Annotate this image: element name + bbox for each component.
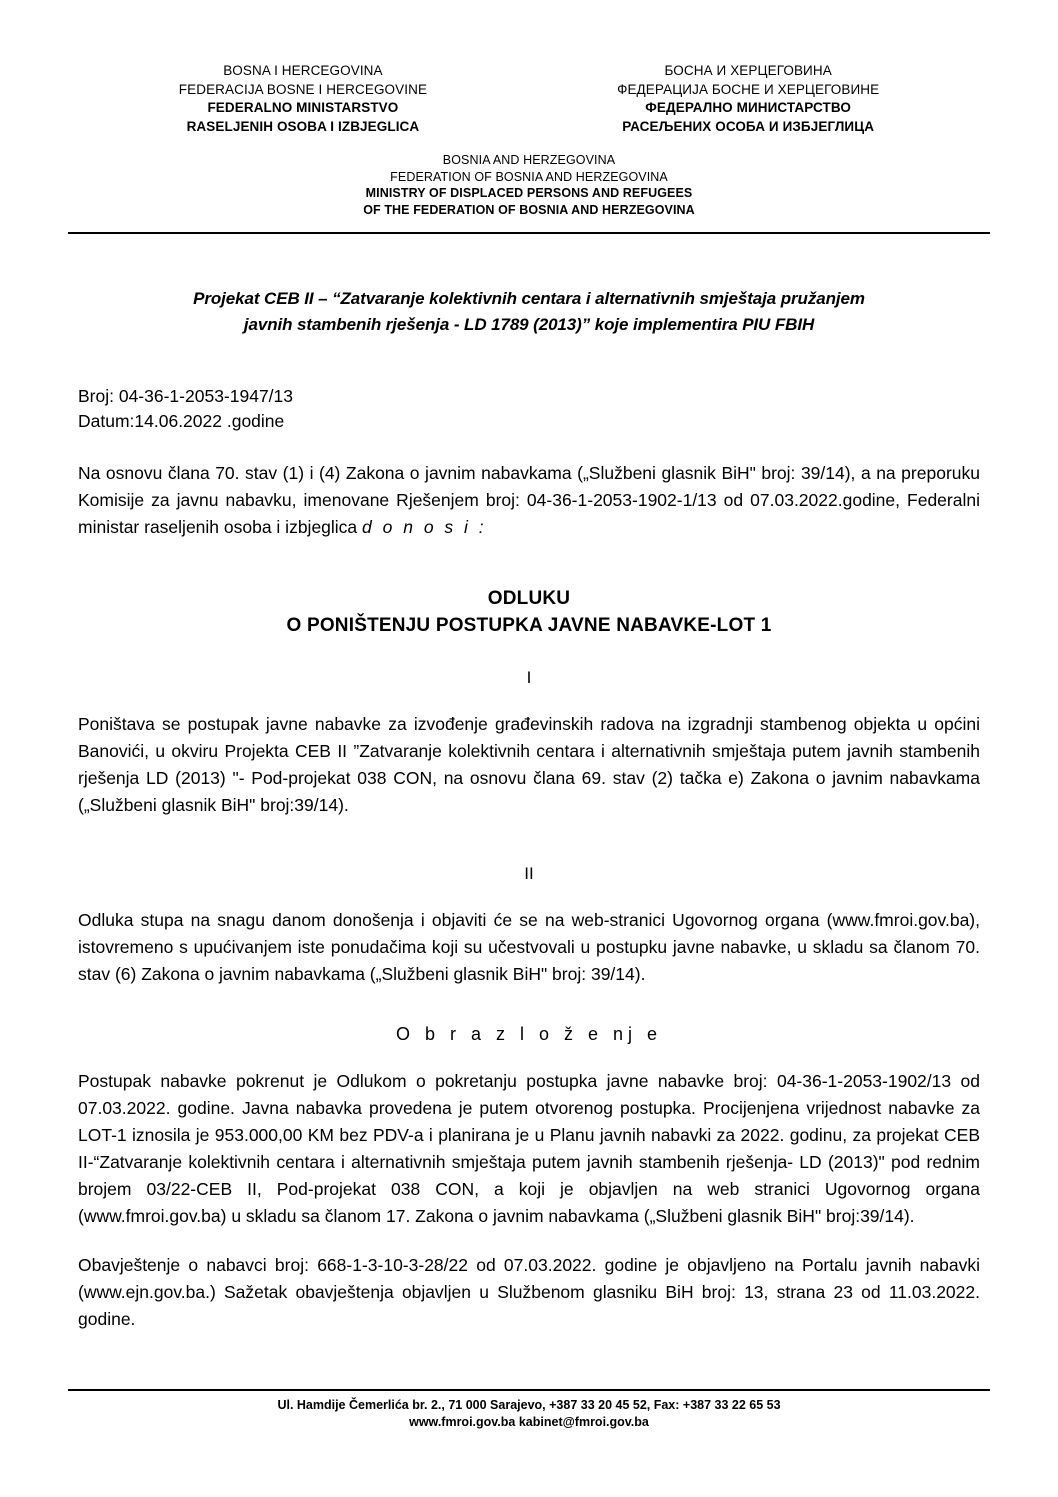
footer-web-email-line: www.fmroi.gov.ba kabinet@fmroi.gov.ba xyxy=(409,1415,649,1429)
legal-basis-paragraph xyxy=(78,460,980,541)
decision-subject: O PONIŠTENJU POSTUPKA JAVNE NABAVKE-LOT 1 xyxy=(286,615,772,636)
decision-word: ODLUKU xyxy=(487,588,571,609)
explanation-paragraph-one: Postupak nabavke pokrenut je Odlukom o pokretanju postupka javne nabavke broj: 04-36-1-2053-1902/13 od 07.03.2022. godine. Javna nabavka provedena je putem otvorenog postupka. Procijenjena vrijednost nabavke za LOT-1 iznosila je 953.000,00 KM bez PDV-a i planirana je u Planu javnih nabavki za 2022. godinu, za projekat CEB II-“Zatvaranje kolektivnih centara i alternativnih smještaja putem javnih stambenih rješenja- LD (2013)" pod rednim brojem 03/22-CEB II, Pod-projekat 038 CON, a koji je objavljen na web stranici Ugovornog organa (www.fmroi.gov.ba) u skladu sa članom 17. Zakona o javnim nabavkama („Službeni glasnik BiH" broj:39/14). xyxy=(78,1071,980,1226)
letterhead xyxy=(0,0,1058,234)
letterhead-english xyxy=(0,152,1058,218)
letterhead-english-line-2: FEDERATION OF BOSNIA AND HERZEGOVINA xyxy=(390,169,668,184)
header-divider xyxy=(68,232,990,234)
letterhead-bosnian-line-2: FEDERACIJA BOSNE I HERCEGOVINE xyxy=(178,81,428,97)
letterhead-serbian-cyrillic xyxy=(617,62,879,136)
letterhead-bosnian xyxy=(179,62,427,136)
section-marker-one: I xyxy=(526,668,532,687)
letterhead-cyrillic-line-2: ФЕДЕРАЦИЈА БОСНЕ И ХЕРЦЕГОВИНЕ xyxy=(617,81,880,97)
section-one-body: Poništava se postupak javne nabavke za izvođenje građevinskih radova na izgradnji stambenog objekta u općini Banovići, u okviru Projekta CEB II ”Zatvaranje kolektivnih centara i alternativnih smještaja putem javnih stambenih rješenja LD (2013) "- Pod-projekat 038 CON, na osnovu člana 69. stav (2) tačka e) Zakona o javnim nabavkama („Službeni glasnik BiH" broj:39/14). xyxy=(78,714,980,815)
letterhead-bosnian-line-3: FEDERALNO MINISTARSTVO xyxy=(207,100,399,115)
document-meta xyxy=(78,384,980,434)
letterhead-cyrillic-line-3: ФЕДЕРАЛНО МИНИСТАРСТВО xyxy=(645,100,852,115)
letterhead-bosnian-line-1: BOSNA I HERCEGOVINA xyxy=(223,63,383,78)
footer-contact xyxy=(0,1397,1058,1431)
footer-address-line: Ul. Hamdije Čemerlića br. 2., 71 000 Sarajevo, +387 33 20 45 52, Fax: +387 33 22 65 53 xyxy=(277,1398,781,1412)
letterhead-columns xyxy=(0,62,1058,136)
footer-divider xyxy=(68,1389,990,1391)
letterhead-english-line-4: OF THE FEDERATION OF BOSNIA AND HERZEGOVINA xyxy=(363,202,695,217)
donosi-word: d o n o s i : xyxy=(362,517,487,537)
decision-heading xyxy=(78,585,980,639)
letterhead-english-line-3: MINISTRY OF DISPLACED PERSONS AND REFUGEES xyxy=(365,186,693,200)
document-body xyxy=(78,286,980,1333)
document-date: Datum:14.06.2022 .godine xyxy=(78,411,285,431)
letterhead-bosnian-line-4: RASELJENIH OSOBA I IZBJEGLICA xyxy=(186,118,420,134)
page-footer xyxy=(0,1389,1058,1431)
project-title xyxy=(78,286,980,338)
project-title-line-2: javnih stambenih rješenja - LD 1789 (2013)” koje implementira PIU FBIH xyxy=(243,315,815,334)
letterhead-cyrillic-line-4: РАСЕЉЕНИХ ОСОБА И ИЗБЈЕГЛИЦА xyxy=(622,118,875,134)
section-two-body: Odluka stupa na snagu danom donošenja i objaviti će se na web-stranici Ugovornog organa (www.fmroi.gov.ba), istovremeno s upućivanjem iste ponudačima koji su učestvovali u postupku javne nabavke, u skladu sa članom 70. stav (6) Zakona o javnim nabavkama („Službeni glasnik BiH" broj: 39/14). xyxy=(78,910,980,984)
section-marker-two: II xyxy=(524,864,534,883)
project-title-line-1: Projekat CEB II – “Zatvaranje kolektivnih centara i alternativnih smještaja pružanjem xyxy=(193,289,865,308)
letterhead-english-line-1: BOSNIA AND HERZEGOVINA xyxy=(442,153,616,167)
document-number: Broj: 04-36-1-2053-1947/13 xyxy=(78,386,294,406)
legal-basis-text: Na osnovu člana 70. stav (1) i (4) Zakona o javnim nabavkama („Službeni glasnik BiH" broj: 39/14), a na preporuku Komisije za javnu nabavku, imenovane Rješenjem broj: 04-36-1-2053-1902-1/13 od 07.03.2022.godine, Federalni ministar raseljenih osoba i izbjeglica xyxy=(78,463,980,537)
explanation-paragraph-two: Obavještenje o nabavci broj: 668-1-3-10-3-28/22 od 07.03.2022. godine je objavljeno na Portalu javnih nabavki (www.ejn.gov.ba.) Sažetak obavještenja objavljen u Službenom glasniku BiH broj: 13, strana 23 od 11.03.2022. godine. xyxy=(78,1255,980,1329)
explanation-heading: O b r a z l o ž e nj e xyxy=(395,1024,663,1044)
letterhead-cyrillic-line-1: БОСНА И ХЕРЦЕГОВИНА xyxy=(664,63,832,78)
